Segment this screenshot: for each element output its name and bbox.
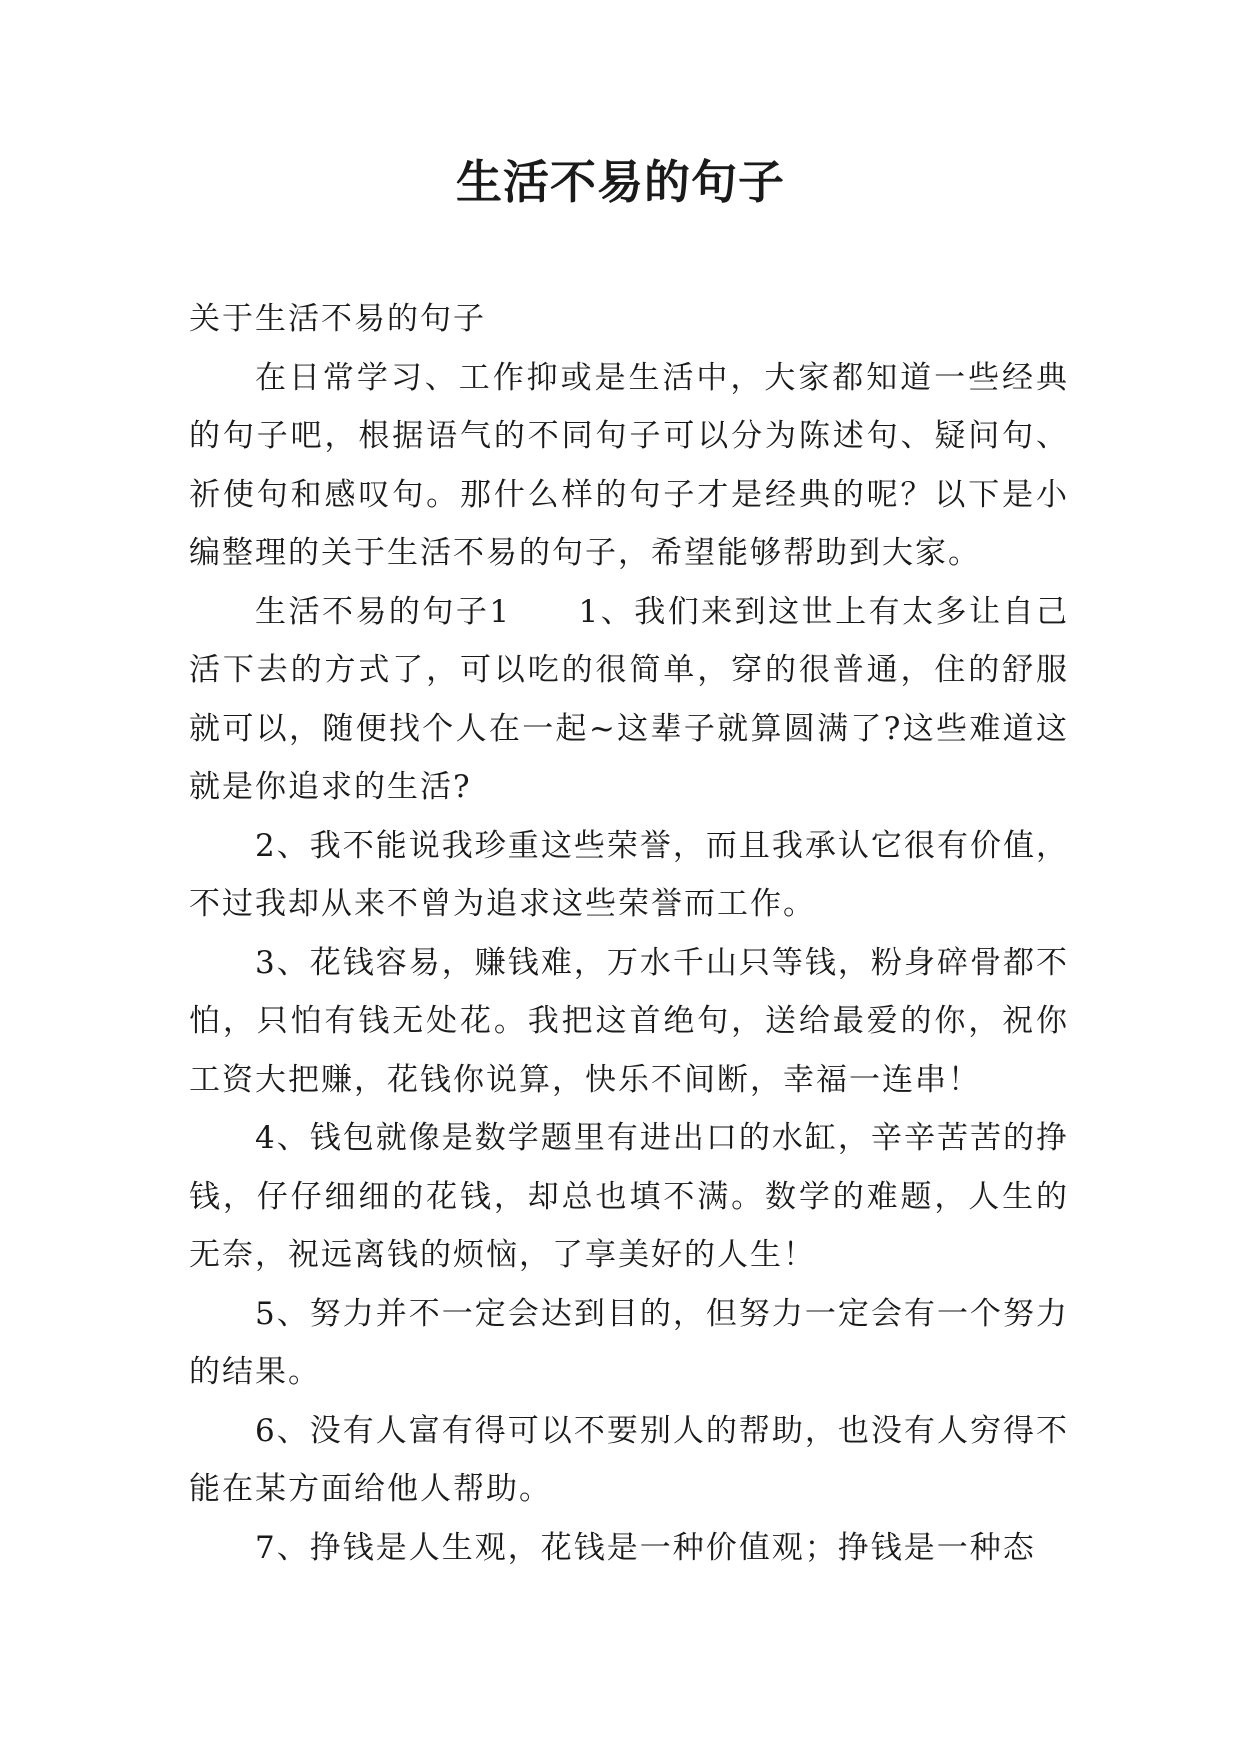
document-body — [189, 290, 1069, 1577]
paragraph-subtitle: 关于生活不易的句子 — [189, 301, 486, 337]
paragraph-item-7: 7、挣钱是人生观，花钱是一种价值观；挣钱是一种态 — [255, 1529, 1036, 1566]
paragraph-item-5: 5、努力并不一定会达到目的，但努力一定会有一个努力的结果。 — [189, 1295, 1069, 1390]
paragraph-intro: 在日常学习、工作抑或是生活中，大家都知道一些经典的句子吧，根据语气的不同句子可以分为陈述句、疑问句、祈使句和感叹句。那什么样的句子才是经典的呢？以下是小编整理的关于生活不易的句子，希望能够帮助到大家。 — [189, 359, 1069, 571]
paragraph-item-1: 生活不易的句子1 1、我们来到这世上有太多让自己活下去的方式了，可以吃的很简单，穿的很普通，住的舒服就可以，随便找个人在一起~这辈子就算圆满了?这些难道这就是你追求的生活? — [189, 593, 1069, 805]
paragraph-item-2: 2、我不能说我珍重这些荣誉，而且我承认它很有价值，不过我却从来不曾为追求这些荣誉而工作。 — [189, 827, 1069, 922]
paragraph-item-3: 3、花钱容易，赚钱难，万水千山只等钱，粉身碎骨都不怕，只怕有钱无处花。我把这首绝句，送给最爱的你，祝你工资大把赚，花钱你说算，快乐不间断，幸福一连串！ — [189, 944, 1069, 1098]
paragraph-item-4: 4、钱包就像是数学题里有进出口的水缸，辛辛苦苦的挣钱，仔仔细细的花钱，却总也填不满。数学的难题，人生的无奈，祝远离钱的烦恼，了享美好的人生！ — [189, 1120, 1069, 1273]
document-title: 生活不易的句子 — [456, 155, 785, 209]
paragraph-item-6: 6、没有人富有得可以不要别人的帮助，也没有人穷得不能在某方面给他人帮助。 — [189, 1412, 1069, 1507]
